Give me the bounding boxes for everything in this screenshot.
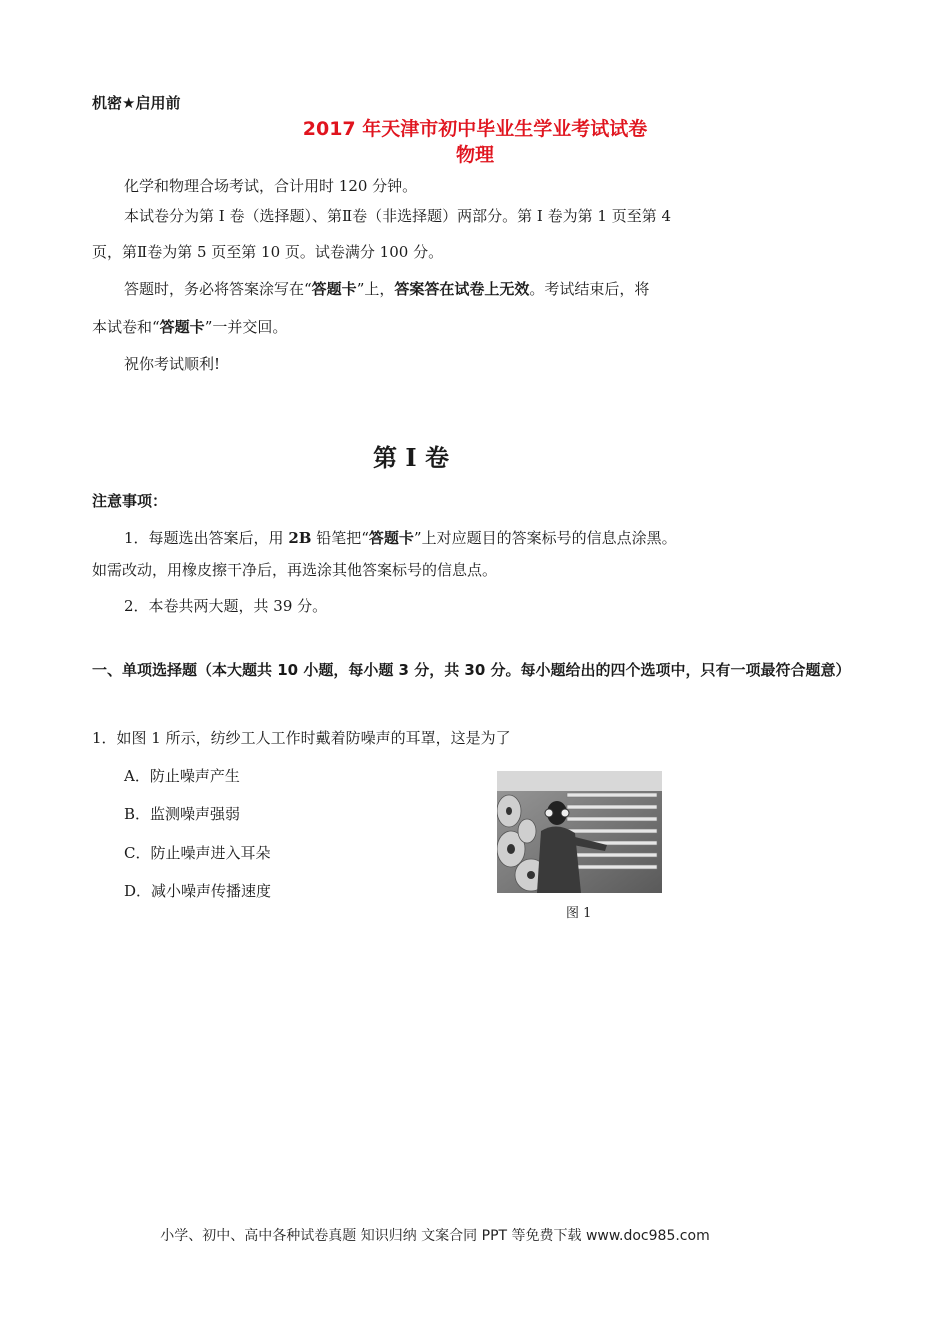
option-b: B．监测噪声强弱 xyxy=(124,805,241,823)
part-one-heading: 一、单项选择题（本大题共 10 小题，每小题 3 分，共 30 分。每小题给出的四个选项中，只有一项最符合题意） xyxy=(92,661,851,679)
option-d: D．减小噪声传播速度 xyxy=(124,882,272,900)
intro-line-1: 化学和物理合场考试，合计用时 120 分钟。 xyxy=(124,177,418,195)
notice-1-e: ”上对应题目的答案标号的信息点涂黑。 xyxy=(413,529,677,547)
answer-card-term-2: 答题卡 xyxy=(159,318,205,336)
section-title: 第 I 卷 xyxy=(373,443,449,472)
intro-line-4-c: ”上， xyxy=(356,280,395,298)
answer-card-term: 答题卡 xyxy=(311,280,357,298)
intro-line-4-e: 。考试结束后，将 xyxy=(529,280,650,298)
page-footer: 小学、初中、高中各种试卷真题 知识归纳 文案合同 PPT 等免费下载 www.doc985.com xyxy=(160,1228,710,1244)
option-a: A．防止噪声产生 xyxy=(124,767,240,785)
notice-1-c: 铅笔把“ xyxy=(311,529,369,547)
option-c: C．防止噪声进入耳朵 xyxy=(124,844,271,862)
intro-line-5-a: 本试卷和“ xyxy=(92,318,160,336)
notice-1-a: 1．每题选出答案后，用 xyxy=(124,529,289,547)
exam-title: 2017 年天津市初中毕业生学业考试试卷 xyxy=(302,118,648,140)
intro-line-6: 祝你考试顺利! xyxy=(124,355,221,373)
invalid-warning: 答案答在试卷上无效 xyxy=(394,280,530,298)
notice-heading: 注意事项： xyxy=(92,492,168,510)
intro-line-4-a: 答题时，务必将答案涂写在“ xyxy=(124,280,312,298)
pencil-2b: 2B xyxy=(288,529,312,547)
notice-item-1-cont: 如需改动，用橡皮擦干净后，再选涂其他答案标号的信息点。 xyxy=(92,561,498,579)
question-1-stem: 1．如图 1 所示，纺纱工人工作时戴着防噪声的耳罩，这是为了 xyxy=(92,729,511,747)
intro-line-2: 本试卷分为第 I 卷（选择题）、第Ⅱ卷（非选择题）两部分。第 I 卷为第 1 页至第 4 xyxy=(124,207,672,225)
intro-line-3: 页，第Ⅱ卷为第 5 页至第 10 页。试卷满分 100 分。 xyxy=(92,243,444,261)
notice-item-2: 2．本卷共两大题，共 39 分。 xyxy=(124,597,328,615)
answer-card-term-3: 答题卡 xyxy=(368,529,414,547)
exam-subject: 物理 xyxy=(455,144,494,166)
notice-item-1 xyxy=(124,527,677,548)
intro-line-5-c: ”一并交回。 xyxy=(204,318,288,336)
intro-line-4 xyxy=(124,278,649,299)
figure-1-caption: 图 1 xyxy=(566,906,592,921)
intro-line-5 xyxy=(92,316,287,337)
figure-1-photo xyxy=(497,771,662,893)
confidential-label: 机密★启用前 xyxy=(92,94,181,112)
